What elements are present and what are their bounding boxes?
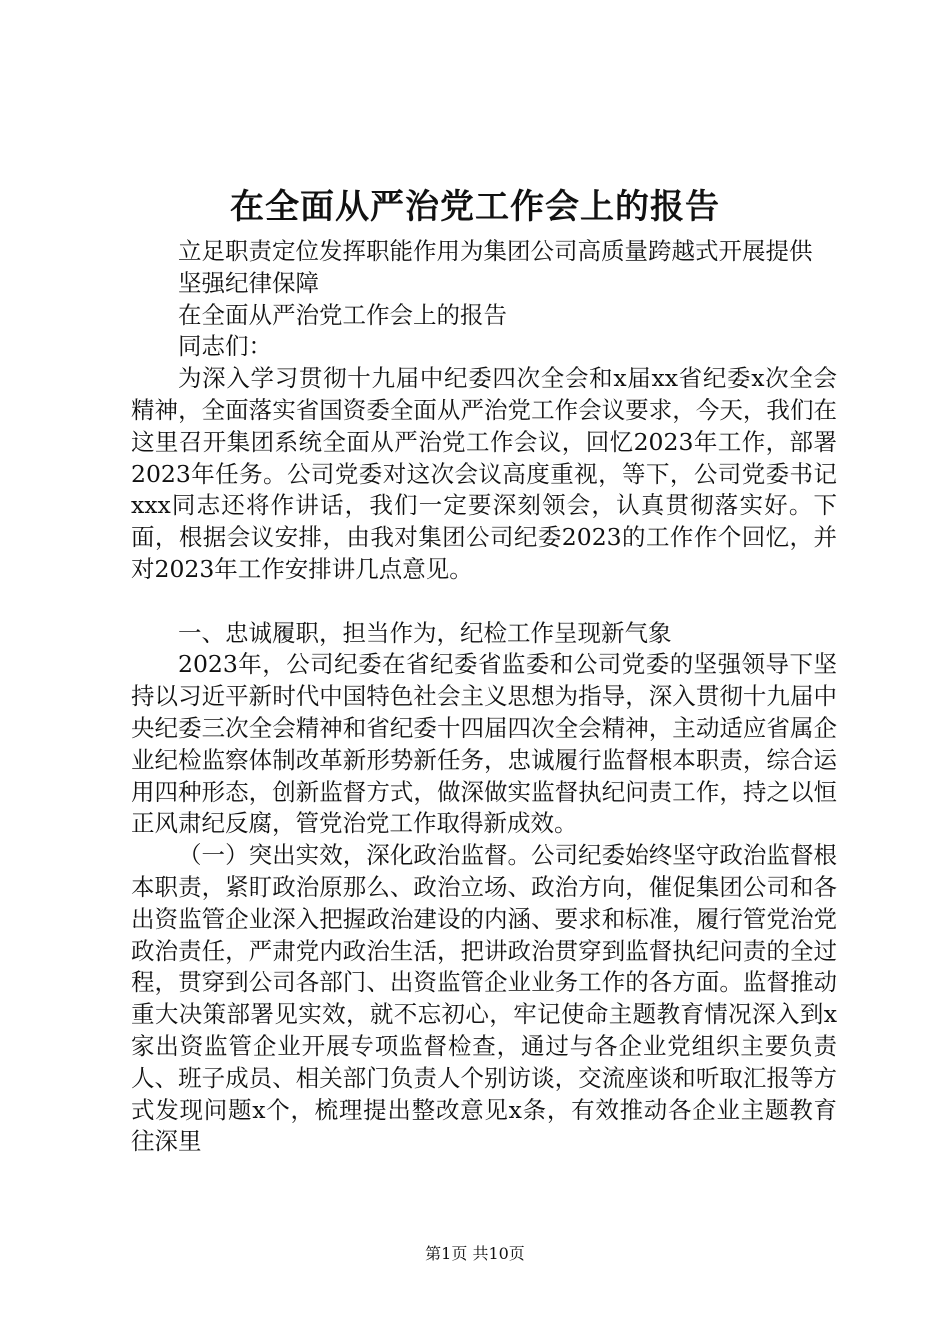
section-heading-1: 一、忠诚履职，担当作为，纪检工作呈现新气象 [178, 618, 672, 647]
subtitle-line-1: 立足职责定位发挥职能作用为集团公司高质量跨越式开展提供 [178, 237, 813, 265]
section-1-paragraph: 2023年，公司纪委在省纪委省监委和公司党委的坚强领导下坚持以习近平新时代中国特色社会主义思想为指导，深入贯彻十九届中央纪委三次全会精神和省纪委十四届四次全会精神，主动适应省属企业纪检监察体制改革新形势新任务，忠诚履行监督根本职责，综合运用四种形态，创新监督方式，做深做实监督执纪问责工作，持之以恒正风肃纪反腐，管党治党工作取得新成效。 [131, 650, 837, 838]
subsection-1-paragraph: （一）突出实效，深化政治监督。公司纪委始终坚守政治监督根本职责，紧盯政治原那么、政治立场、政治方向，催促集团公司和各出资监管企业深入把握政治建设的内涵、要求和标准，履行管党治党政治责任，严肃党内政治生活，把讲政治贯穿到监督执纪问责的全过程，贯穿到公司各部门、出资监管企业业务工作的各方面。监督推动重大决策部署见实效，就不忘初心，牢记使命主题教育情况深入到x家出资监管企业开展专项监督检查，通过与各企业党组织主要负责人、班子成员、相关部门负责人个别访谈，交流座谈和听取汇报等方式发现问题x个，梳理提出整改意见x条，有效推动各企业主题教育往深里 [131, 841, 837, 1156]
subtitle-line-2: 坚强纪律保障 [178, 268, 319, 297]
repeated-title: 在全面从严治党工作会上的报告 [178, 300, 507, 329]
page-footer: 第1页 共10页 [425, 1244, 525, 1263]
document-title: 在全面从严治党工作会上的报告 [230, 187, 720, 227]
intro-paragraph: 为深入学习贯彻十九届中纪委四次全会和x届xx省纪委x次全会精神，全面落实省国资委全面从严治党工作会议要求，今天，我们在这里召开集团系统全面从严治党工作会议，回忆2023年工作，部署2023年任务。公司党委对这次会议高度重视，等下，公司党委书记xxx同志还将作讲话，我们一定要深刻领会，认真贯彻落实好。下面，根据会议安排，由我对集团公司纪委2023的工作作个回忆，并对2023年工作安排讲几点意见。 [131, 364, 837, 583]
salutation: 同志们： [178, 332, 272, 361]
document-body [131, 236, 837, 1158]
